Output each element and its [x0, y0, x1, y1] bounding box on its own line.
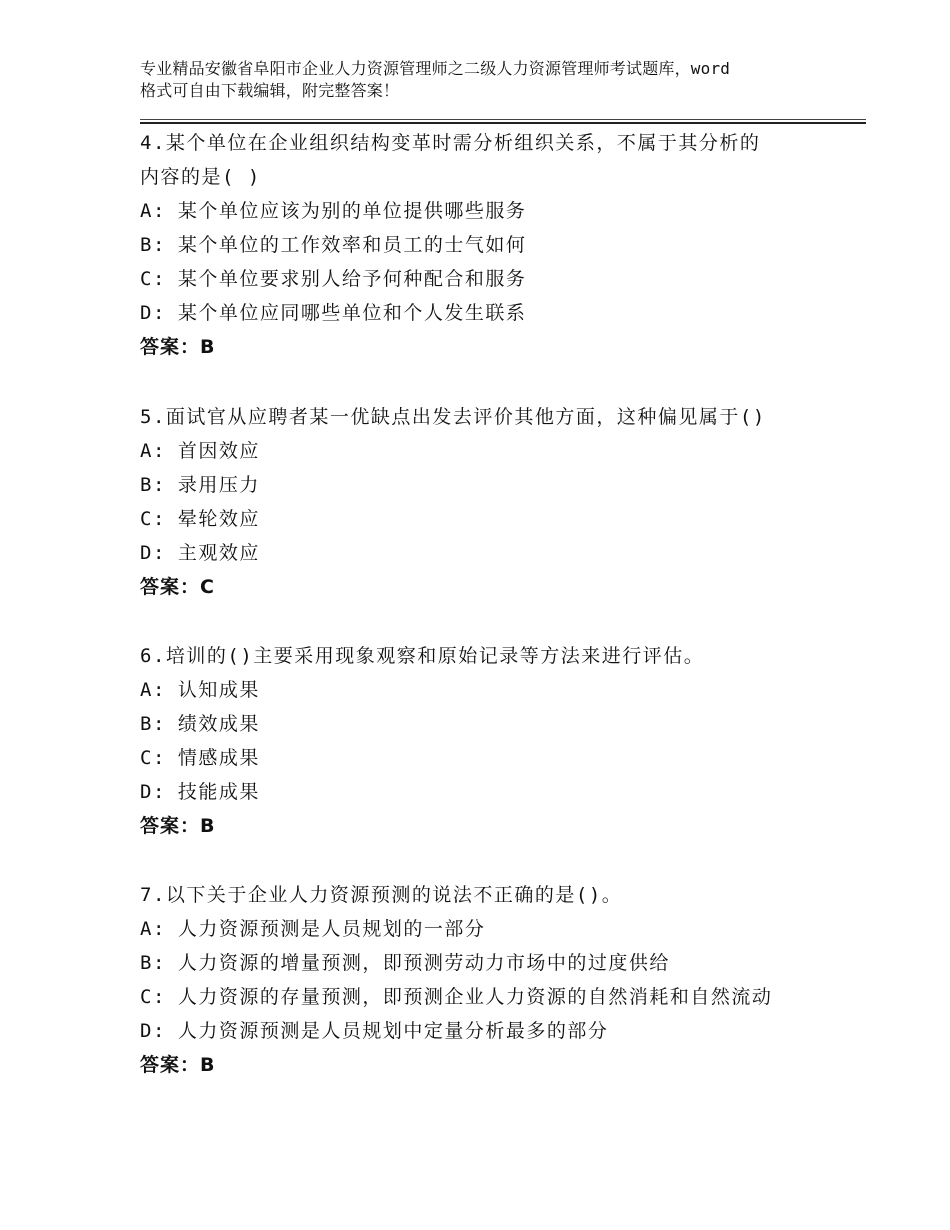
- header-title-line-2: 格式可自由下载编辑，附完整答案！: [140, 81, 400, 100]
- option-text: 录用压力: [177, 474, 260, 496]
- option-b: [140, 228, 820, 262]
- option-letter: C:: [140, 747, 166, 769]
- option-text: 某个单位应同哪些单位和个人发生联系: [177, 302, 527, 324]
- option-text: 某个单位要求别人给予何种配合和服务: [177, 268, 527, 290]
- document-header: [140, 58, 830, 102]
- option-a: [140, 912, 820, 946]
- option-d: [140, 536, 820, 570]
- answer-label: 答案：B: [140, 815, 216, 837]
- question-stem: 7.以下关于企业人力资源预测的说法不正确的是()。: [140, 884, 623, 906]
- option-c: [140, 262, 820, 296]
- option-letter: B:: [140, 713, 166, 735]
- answer-label: 答案：B: [140, 1054, 216, 1076]
- option-letter: D:: [140, 781, 166, 803]
- answer-label: 答案：C: [140, 576, 215, 598]
- option-text: 认知成果: [177, 679, 260, 701]
- option-text: 绩效成果: [177, 713, 260, 735]
- question-5: [140, 400, 820, 604]
- option-letter: C:: [140, 268, 166, 290]
- question-stem: 4.某个单位在企业组织结构变革时需分析组织关系，不属于其分析的: [140, 132, 761, 154]
- header-divider-thin: [140, 119, 866, 120]
- option-text: 技能成果: [177, 781, 260, 803]
- option-letter: A:: [140, 200, 166, 222]
- question-7: [140, 878, 820, 1082]
- question-4: [140, 126, 820, 364]
- option-d: [140, 1014, 820, 1048]
- option-c: [140, 502, 820, 536]
- option-a: [140, 434, 820, 468]
- option-text: 某个单位应该为别的单位提供哪些服务: [177, 200, 527, 222]
- option-a: [140, 673, 820, 707]
- header-divider-thick: [140, 122, 866, 124]
- option-d: [140, 775, 820, 809]
- option-b: [140, 707, 820, 741]
- option-d: [140, 296, 820, 330]
- option-a: [140, 194, 820, 228]
- option-b: [140, 946, 820, 980]
- option-text: 主观效应: [177, 542, 260, 564]
- option-b: [140, 468, 820, 502]
- option-text: 人力资源预测是人员规划中定量分析最多的部分: [177, 1020, 609, 1042]
- option-letter: A:: [140, 440, 166, 462]
- option-letter: A:: [140, 679, 166, 701]
- option-c: [140, 741, 820, 775]
- option-letter: A:: [140, 918, 166, 940]
- option-text: 某个单位的工作效率和员工的士气如何: [177, 234, 527, 256]
- answer-label: 答案：B: [140, 336, 216, 358]
- option-text: 人力资源的存量预测，即预测企业人力资源的自然消耗和自然流动: [177, 986, 773, 1008]
- question-stem: 6.培训的()主要采用现象观察和原始记录等方法来进行评估。: [140, 645, 705, 667]
- option-c: [140, 980, 820, 1014]
- option-letter: C:: [140, 508, 166, 530]
- option-letter: D:: [140, 542, 166, 564]
- option-text: 人力资源的增量预测，即预测劳动力市场中的过度供给: [177, 952, 670, 974]
- option-letter: D:: [140, 302, 166, 324]
- option-text: 晕轮效应: [177, 508, 260, 530]
- option-letter: B:: [140, 952, 166, 974]
- option-letter: D:: [140, 1020, 166, 1042]
- question-6: [140, 639, 820, 843]
- option-letter: B:: [140, 474, 166, 496]
- option-letter: B:: [140, 234, 166, 256]
- question-stem-continued: 内容的是( ): [140, 166, 261, 188]
- option-letter: C:: [140, 986, 166, 1008]
- option-text: 人力资源预测是人员规划的一部分: [177, 918, 486, 940]
- question-stem: 5.面试官从应聘者某一优缺点出发去评价其他方面，这种偏见属于(): [140, 406, 766, 428]
- option-text: 首因效应: [177, 440, 260, 462]
- option-text: 情感成果: [177, 747, 260, 769]
- header-title-line-1: 专业精品安徽省阜阳市企业人力资源管理师之二级人力资源管理师考试题库，word: [140, 59, 731, 78]
